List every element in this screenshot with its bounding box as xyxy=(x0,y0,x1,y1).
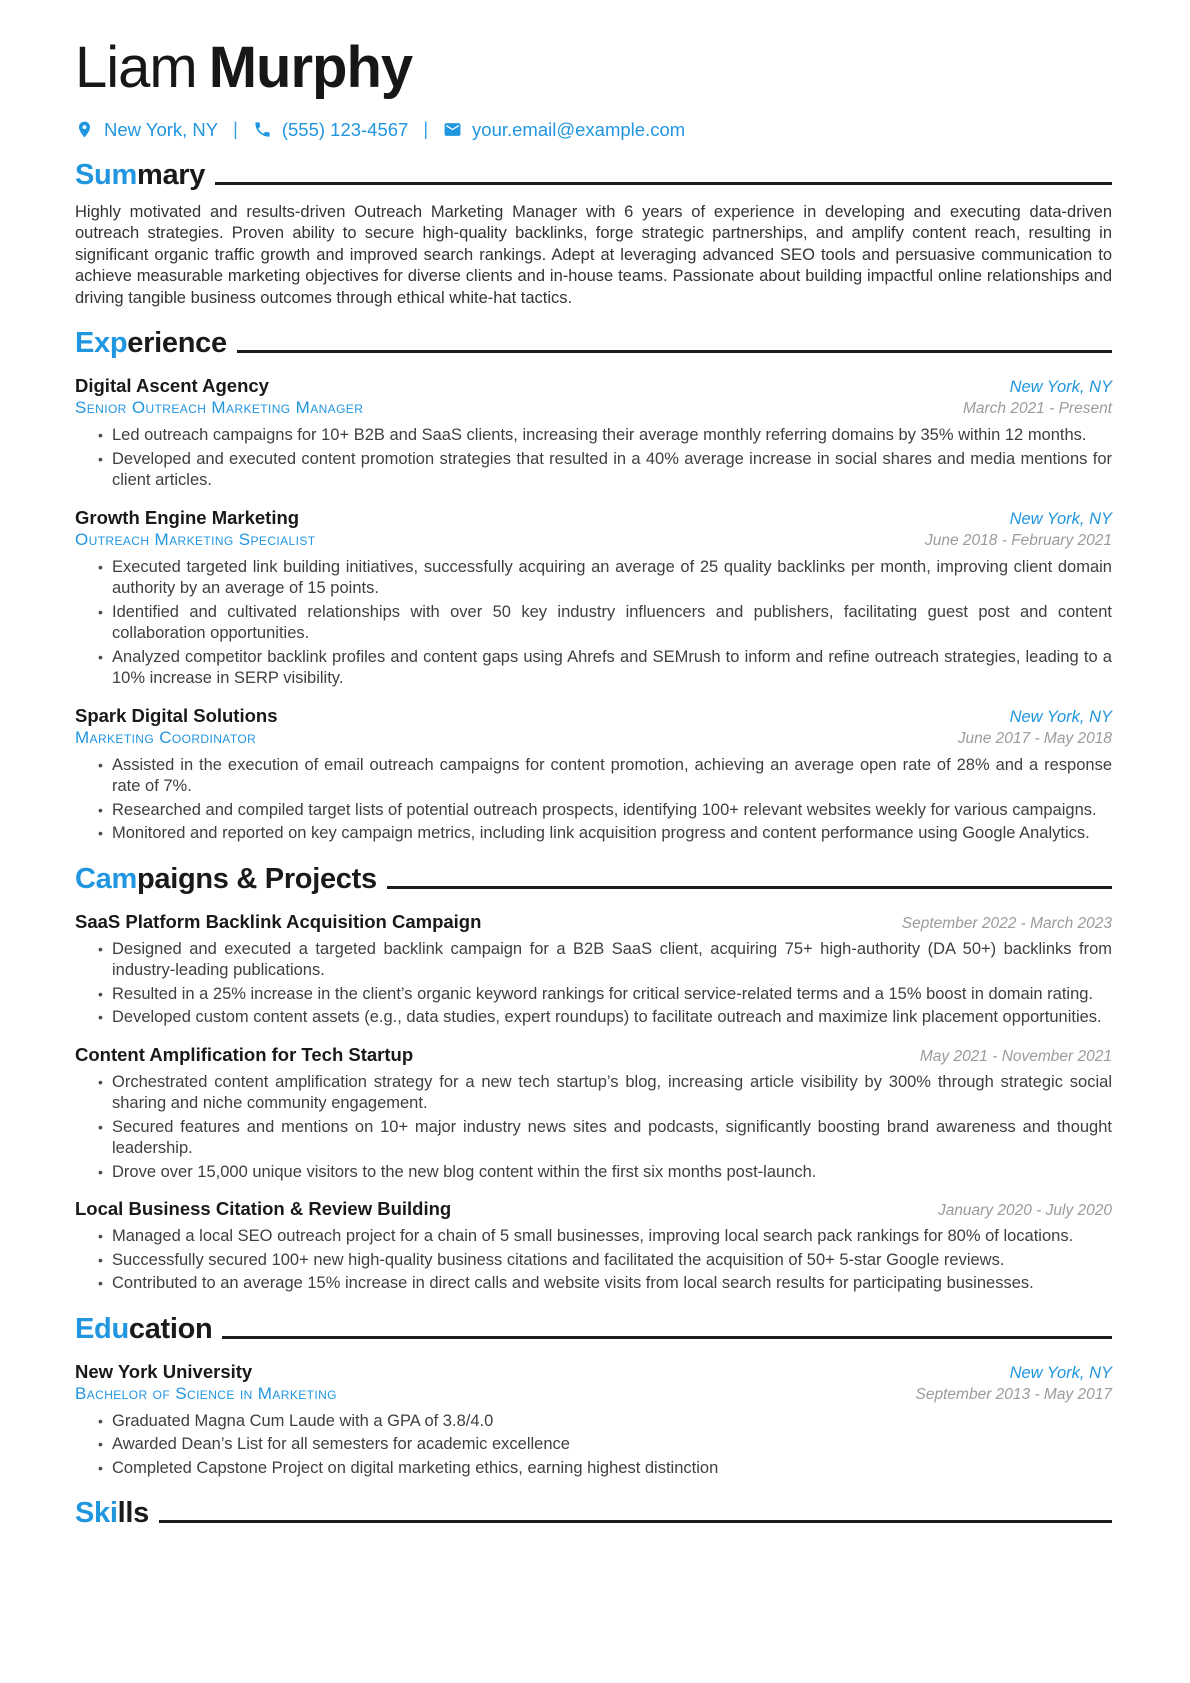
entry-location: New York, NY xyxy=(1009,509,1112,528)
summary-text: Highly motivated and results-driven Outreach Marketing Manager with 6 years of experience in developing and executing data-driven outreach strategies. Proven ability to secure high-quality backlinks, forge strategic partnerships, and amplify content reach, resulting in significant organic traffic growth and improved search rankings. Adept at leveraging advanced SEO tools and persuasive communication to achieve measurable marketing objectives for diverse clients and in-house teams. Passionate about building impactful online relationships and driving tangible business outcomes through ethical white-hat tactics. xyxy=(75,202,1112,307)
entry-title: New York University xyxy=(75,1360,253,1382)
section-title-experience xyxy=(75,326,1112,360)
bullet-item: • Researched and compiled target lists of potential outreach prospects, identifying 100+ relevant websites weekly for various campaigns. xyxy=(97,800,1112,822)
project-title: SaaS Platform Backlink Acquisition Campaign xyxy=(75,910,482,932)
entry-bullets xyxy=(75,755,1112,845)
bullet-item: • Executed targeted link building initiatives, successfully acquiring an average of 25 quality backlinks per month, improving client domain authority by an average of 15 points. xyxy=(97,557,1112,600)
project-dates: September 2022 - March 2023 xyxy=(901,914,1112,932)
entry-dates: June 2017 - May 2018 xyxy=(957,729,1112,747)
section-title-summary xyxy=(75,158,1112,192)
project-entry xyxy=(75,1197,1112,1295)
bullet-item: • Led outreach campaigns for 10+ B2B and SaaS clients, increasing their average monthly referring domains by 35% within 12 months. xyxy=(97,425,1112,447)
project-dates: May 2021 - November 2021 xyxy=(919,1047,1112,1065)
phone-icon xyxy=(253,120,272,139)
entry-subtitle: Marketing Coordinator xyxy=(75,727,257,747)
phone-text: (555) 123-4567 xyxy=(281,118,409,140)
entry-title: Digital Ascent Agency xyxy=(75,375,269,397)
contact-separator: | xyxy=(423,119,429,140)
entry-location: New York, NY xyxy=(1009,707,1112,726)
entry-title: Spark Digital Solutions xyxy=(75,704,278,726)
section-title-education xyxy=(75,1312,1112,1346)
contact-separator: | xyxy=(233,119,238,140)
bullet-item: • Assisted in the execution of email outreach campaigns for content promotion, achieving an average open rate of 28% and a response rate of 7%. xyxy=(97,755,1112,798)
section-title-accent: Cam xyxy=(75,862,137,895)
bullet-item: • Monitored and reported on key campaign metrics, including link acquisition progress and content performance using Google Analytics. xyxy=(97,823,1112,845)
bullet-item: • Orchestrated content amplification strategy for a new tech startup’s blog, increasing article visibility by 300% through strategic social sharing and niche community engagement. xyxy=(97,1072,1112,1115)
section-title-campaigns xyxy=(75,862,1112,896)
bullet-item: • Awarded Dean’s List for all semesters for academic excellence xyxy=(97,1434,1112,1456)
project-title: Local Business Citation & Review Building xyxy=(75,1198,452,1220)
bullet-item: • Contributed to an average 15% increase in direct calls and website visits from local search results for participating businesses. xyxy=(97,1273,1112,1295)
bullet-item: • Developed and executed content promotion strategies that resulted in a 40% average increase in social shares and media mentions for client articles. xyxy=(97,449,1112,492)
entry-bullets xyxy=(75,1411,1112,1480)
campaigns-list xyxy=(75,910,1112,1295)
section-title-rest: lls xyxy=(117,1497,149,1530)
section-title-skills xyxy=(75,1496,1112,1530)
entry-subtitle: Outreach Marketing Specialist xyxy=(75,529,316,549)
bullet-item: • Drove over 15,000 unique visitors to the new blog content within the first six months post-launch. xyxy=(97,1162,1112,1184)
project-bullets xyxy=(75,1226,1112,1295)
contact-bar xyxy=(75,119,1112,141)
section-title-rest: paigns & Projects xyxy=(136,862,377,895)
entry-dates: March 2021 - Present xyxy=(962,400,1112,418)
last-name: Murphy xyxy=(208,35,413,100)
section-skills xyxy=(75,1496,1112,1530)
bullet-item: • Completed Capstone Project on digital marketing ethics, earning highest distinction xyxy=(97,1458,1112,1480)
bullet-item: • Developed custom content assets (e.g., data studies, expert roundups) to facilitate outreach and maximize link placement opportunities. xyxy=(97,1007,1112,1029)
project-dates: January 2020 - July 2020 xyxy=(937,1202,1112,1220)
location-text: New York, NY xyxy=(104,118,219,140)
entry-subtitle: Bachelor of Science in Marketing xyxy=(75,1383,337,1403)
section-education xyxy=(75,1312,1112,1480)
project-entry xyxy=(75,910,1112,1029)
experience-list xyxy=(75,374,1112,845)
bullet-item: • Successfully secured 100+ new high-quality business citations and facilitated the acquisition of 50+ 5-star Google reviews. xyxy=(97,1250,1112,1272)
bullet-item: • Designed and executed a targeted backlink campaign for a B2B SaaS client, acquiring 75+ high-authority (DA 50+) backlinks from industry-leading publications. xyxy=(97,939,1112,982)
section-title-accent: Exp xyxy=(75,327,128,360)
section-title-rest: mary xyxy=(136,158,206,191)
entry-location: New York, NY xyxy=(1009,378,1112,397)
email-text[interactable]: your.email@example.com xyxy=(472,118,686,140)
bullet-item: • Managed a local SEO outreach project for a chain of 5 small businesses, improving local search pack rankings for 80% of locations. xyxy=(97,1226,1112,1248)
project-title: Content Amplification for Tech Startup xyxy=(75,1043,414,1065)
section-title-rule xyxy=(387,886,1112,889)
entry xyxy=(75,704,1112,845)
section-title-rule xyxy=(215,182,1112,185)
section-title-rule xyxy=(222,1336,1112,1339)
section-campaigns-projects xyxy=(75,862,1112,1295)
section-experience xyxy=(75,326,1112,845)
entry-dates: June 2018 - February 2021 xyxy=(925,531,1112,549)
contact-email[interactable] xyxy=(443,119,685,141)
section-title-rule xyxy=(237,350,1112,353)
education-list xyxy=(75,1360,1112,1480)
envelope-icon xyxy=(443,120,462,139)
entry xyxy=(75,506,1112,690)
project-bullets xyxy=(75,1072,1112,1184)
person-name xyxy=(75,35,1112,100)
entry-dates: September 2013 - May 2017 xyxy=(915,1385,1112,1403)
bullet-item: • Secured features and mentions on 10+ major industry news sites and podcasts, significantly boosting brand awareness and thought leadership. xyxy=(97,1117,1112,1160)
section-title-accent: Edu xyxy=(75,1312,129,1345)
project-bullets xyxy=(75,939,1112,1029)
section-title-rule xyxy=(159,1520,1112,1523)
entry-bullets xyxy=(75,425,1112,492)
section-title-accent: Sum xyxy=(75,158,137,191)
bullet-item: • Identified and cultivated relationships with over 50 key industry influencers and publishers, facilitating guest post and content collaboration opportunities. xyxy=(97,602,1112,645)
bullet-item: • Resulted in a 25% increase in the client’s organic keyword rankings for critical service-related terms and a 15% boost in domain rating. xyxy=(97,984,1112,1006)
bullet-item: • Analyzed competitor backlink profiles and content gaps using Ahrefs and SEMrush to inform and refine outreach strategies, leading to a 10% increase in SERP visibility. xyxy=(97,647,1112,690)
contact-phone xyxy=(253,119,409,141)
entry xyxy=(75,1360,1112,1480)
location-pin-icon xyxy=(75,120,94,139)
entry xyxy=(75,374,1112,492)
entry-location: New York, NY xyxy=(1009,1363,1112,1382)
contact-location xyxy=(75,119,218,141)
entry-title: Growth Engine Marketing xyxy=(75,506,300,528)
resume-header xyxy=(75,35,1112,141)
entry-subtitle: Senior Outreach Marketing Manager xyxy=(75,398,364,418)
section-summary xyxy=(75,158,1112,310)
section-title-rest: erience xyxy=(127,327,227,360)
section-title-accent: Ski xyxy=(75,1497,118,1530)
project-entry xyxy=(75,1043,1112,1184)
entry-bullets xyxy=(75,557,1112,690)
bullet-item: • Graduated Magna Cum Laude with a GPA of 3.8/4.0 xyxy=(97,1411,1112,1433)
first-name: Liam xyxy=(75,35,197,100)
section-title-rest: cation xyxy=(128,1312,213,1345)
